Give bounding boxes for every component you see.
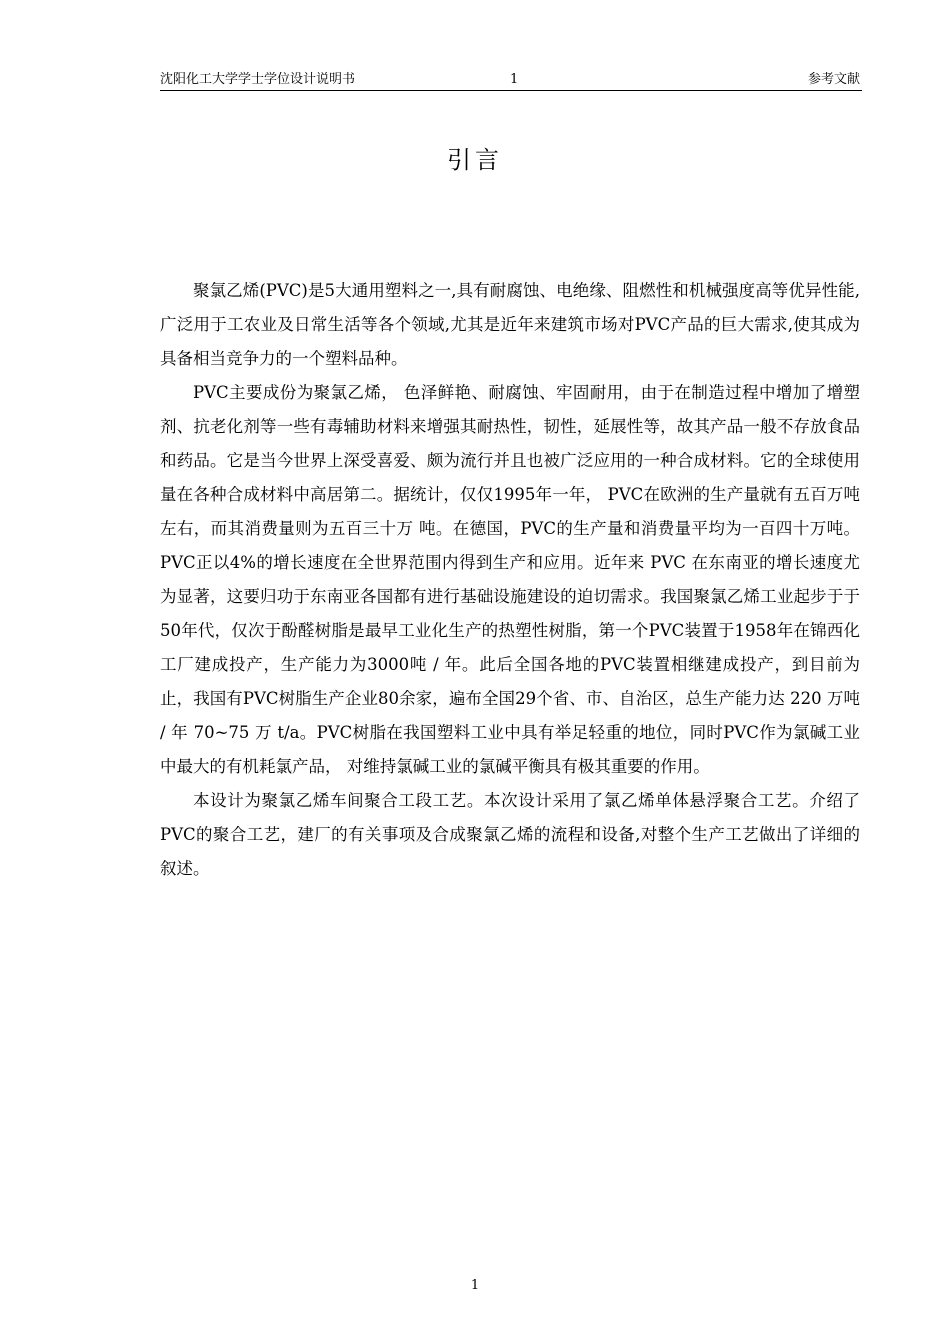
page-title: 引言 (447, 146, 503, 174)
header-section-title: 参考文献 (807, 72, 860, 87)
paragraph-2: PVC主要成份为聚氯乙烯， 色泽鲜艳、耐腐蚀、牢固耐用，由于在制造过程中增加了增塑剂、抗老化剂等一些有毒辅助材料来增强其耐热性，韧性，延展性等，故其产品一般不存放食品和药品。它是当今世界上深受喜爱、颇为流行并且也被广泛应用的一种合成材料。它的全球使用量在各种合成材料中高居第二。据统计，仅仅1995年一年， PVC在欧洲的生产量就有五百万吨左右，而其消费量则为五百三十万 吨。在德国，PVC的生产量和消费量平均为一百四十万吨。PVC正以4%的增长速度在全世界范围内得到生产和应用。近年来 PVC 在东南亚的增长速度尤为显著，这要归功于东南亚各国都有进行基础设施建设的迫切需求。我国聚氯乙烯工业起步于于50年代，仅次于酚醛树脂是最早工业化生产的热塑性树脂，第一个PVC装置于1958年在锦西化工厂建成投产，生产能力为3000吨 / 年。此后全国各地的PVC装置相继建成投产，到目前为止，我国有PVC树脂生产企业80余家，遍布全国29个省、市、自治区，总生产能力达 220 万吨 / 年 70~75 万 t/a。PVC树脂在我国塑料工业中具有举足轻重的地位，同时PVC作为氯碱工业中最大的有机耗氯产品， 对维持氯碱工业的氯碱平衡具有极其重要的作用。 (160, 383, 860, 776)
paragraph-1: 聚氯乙烯(PVC)是5大通用塑料之一,具有耐腐蚀、电绝缘、阻燃性和机械强度高等优异性能,广泛用于工农业及日常生活等各个领域,尤其是近年来建筑市场对PVC产品的巨大需求,使其成为具备相当竞争力的一个塑料品种。 (160, 281, 860, 368)
header-page-number: 1 (510, 72, 519, 87)
page-footer (0, 1277, 950, 1295)
paragraph-3: 本设计为聚氯乙烯车间聚合工段工艺。本次设计采用了氯乙烯单体悬浮聚合工艺。介绍了PVC的聚合工艺，建厂的有关事项及合成聚氯乙烯的流程和设备,对整个生产工艺做出了详细的叙述。 (160, 791, 860, 878)
page-header (160, 70, 862, 91)
body-text (160, 274, 860, 886)
header-document-title: 沈阳化工大学学士学位设计说明书 (160, 72, 356, 87)
footer-page-number: 1 (470, 1278, 480, 1293)
